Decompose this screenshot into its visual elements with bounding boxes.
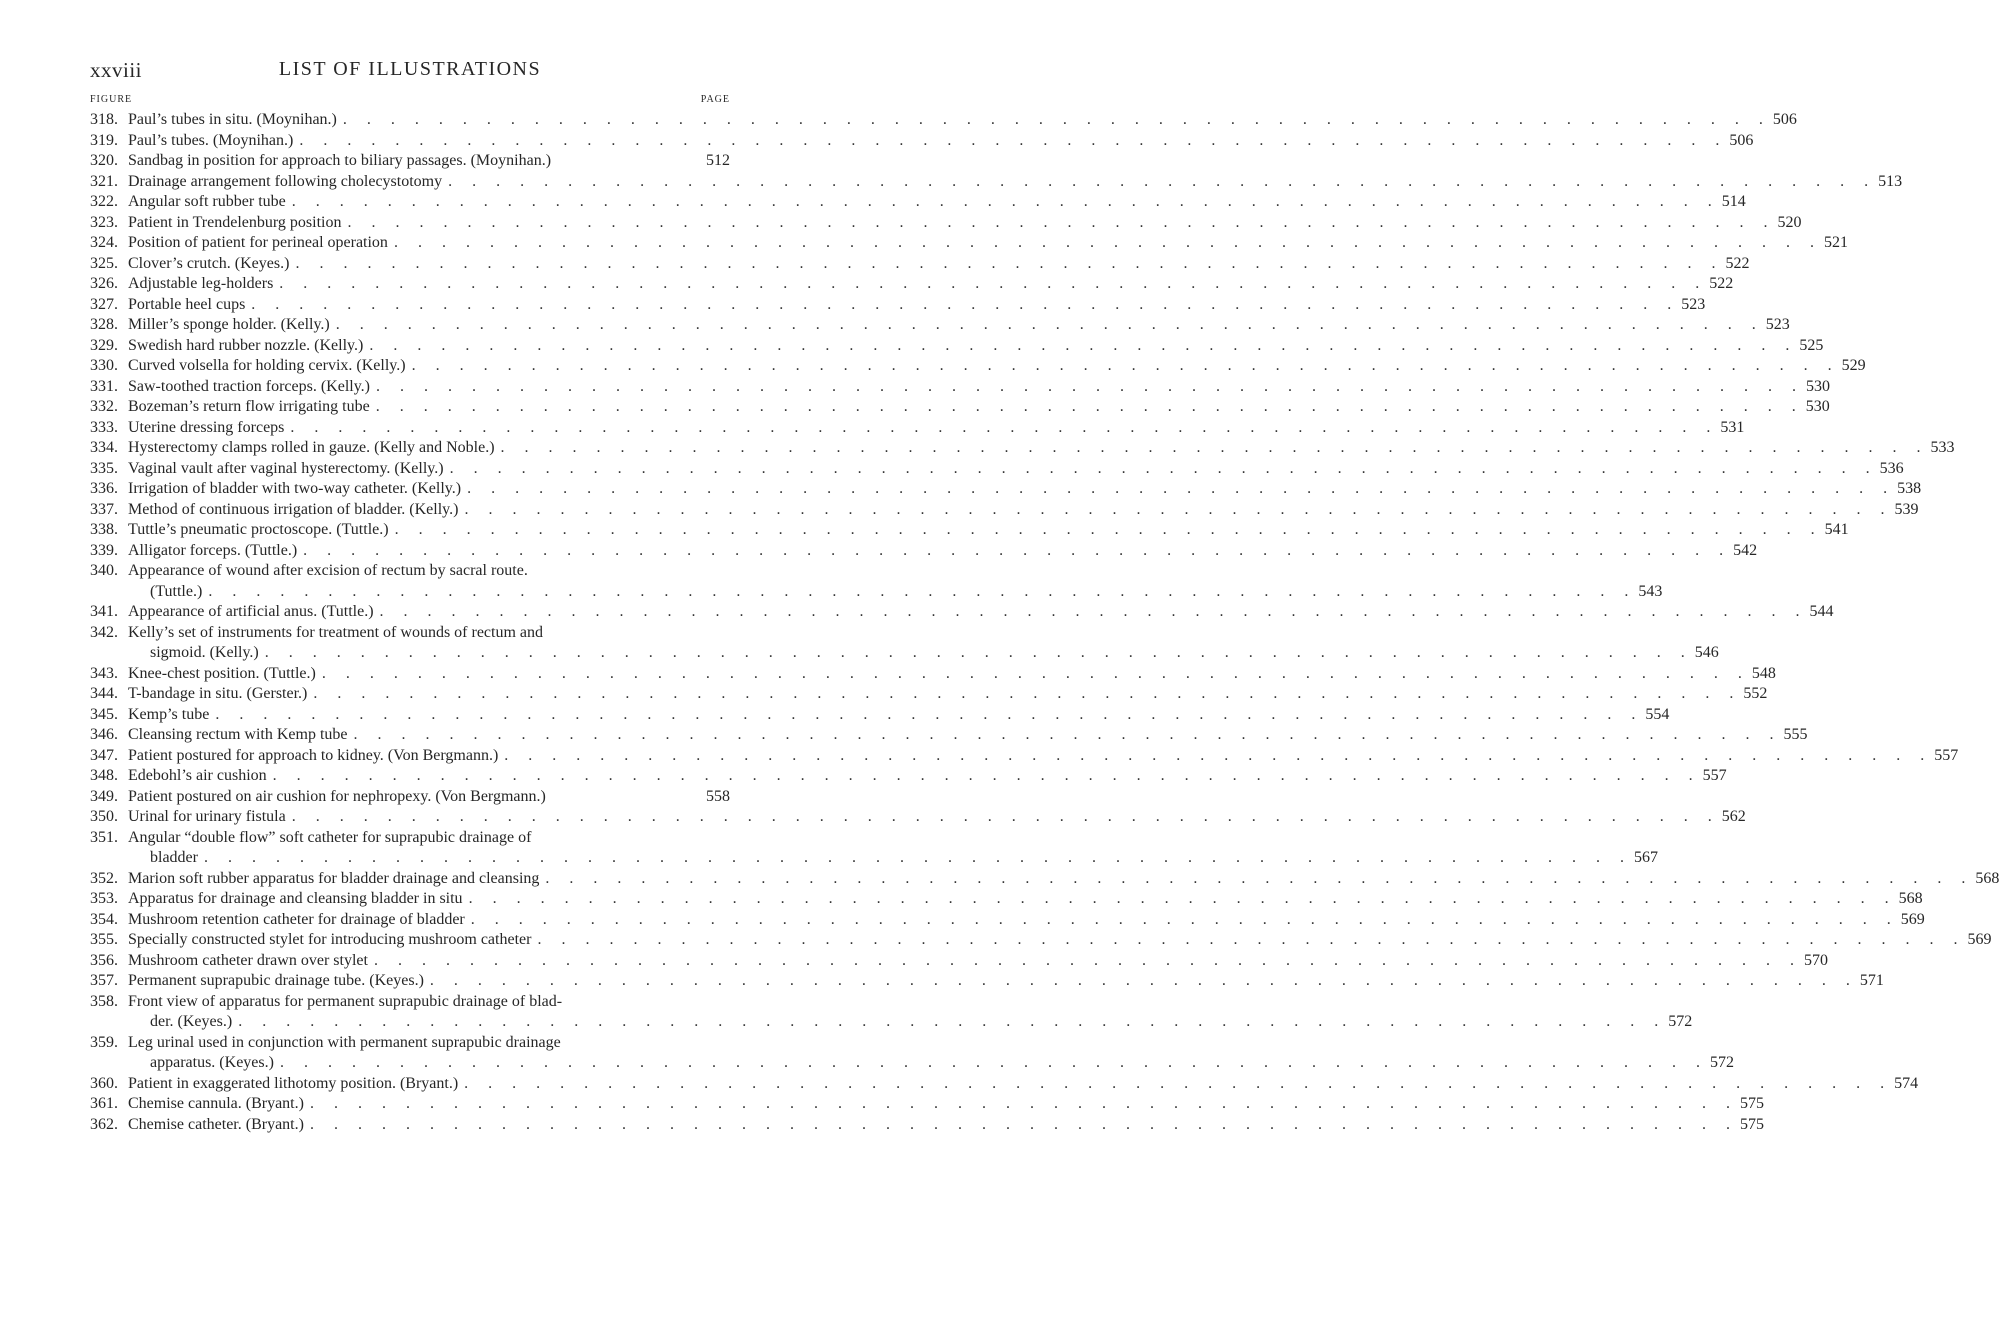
page-number: 536 <box>1879 459 1904 477</box>
caption-text: Swedish hard rubber nozzle. (Kelly.) <box>128 336 364 354</box>
figure-number: 344. <box>90 685 118 702</box>
list-item <box>90 356 1866 377</box>
page-number: 569 <box>1967 931 1992 948</box>
list-item <box>90 295 1706 316</box>
dot-leader: . . . . . . . . . . . . . . . . . . . . . . . . . . . . . . . . . . . . . . . . . . . . . . . . . . . . . . . . . . . . <box>342 111 1771 128</box>
list-item <box>90 315 1790 336</box>
dot-leader: . . . . . . . . . . . . . . . . . . . . . . . . . . . . . . . . . . . . . . . . . . . . . . . . . . . . . . . . . . . . <box>545 869 1974 887</box>
caption-text: Paul’s tubes. (Moynihan.) <box>128 131 294 149</box>
page-number: 571 <box>1859 972 1884 989</box>
caption-text: Specially constructed stylet for introducing mushroom catheter <box>128 931 532 948</box>
entry-line <box>128 418 1745 439</box>
entry-line <box>128 110 1797 131</box>
figure-number: 324. <box>90 234 118 251</box>
page-number: 567 <box>1633 849 1658 866</box>
caption-text: Method of continuous irrigation of bladder. (Kelly.) <box>128 500 459 518</box>
caption-text: Tuttle’s pneumatic proctoscope. (Tuttle.) <box>128 521 389 538</box>
page-header <box>90 58 730 88</box>
page-number: 520 <box>1777 213 1802 231</box>
entry-line <box>128 172 1903 193</box>
caption-text: Angular “double flow” soft catheter for suprapubic drainage of <box>128 828 532 846</box>
figure-number: 339. <box>90 541 118 559</box>
caption-text: T-bandage in situ. (Gerster.) <box>128 685 308 702</box>
list-item <box>90 992 1693 1033</box>
figure-number: 321. <box>90 172 118 190</box>
dot-leader: . . . . . . . . . . . . . . . . . . . . . . . . . . . . . . . . . . . . . . . . . . . . . . . . . . . . . . . . . . . . <box>373 951 1802 969</box>
figure-number: 332. <box>90 398 118 415</box>
page-number: 568 <box>1975 869 1999 887</box>
caption-text: Drainage arrangement following cholecystotomy <box>128 172 443 190</box>
figure-number: 322. <box>90 193 118 210</box>
dot-leader: . . . . . . . . . . . . . . . . . . . . . . . . . . . . . . . . . . . . . . . . . . . . . . . . . . . . . . . . . . . . <box>467 480 1896 497</box>
caption-text: Alligator forceps. (Tuttle.) <box>128 541 298 559</box>
page-number: 506 <box>1772 111 1797 128</box>
list-item <box>90 213 1802 234</box>
caption-text: Appearance of wound after excision of rectum by sacral route. <box>128 562 528 579</box>
caption-text: Saw-toothed traction forceps. (Kelly.) <box>128 377 370 395</box>
dot-leader: . . . . . . . . . . . . . . . . . . . . . . . . . . . . . . . . . . . . . . . . . . . . . . . . . . . . . . . . . . . . <box>208 582 1637 600</box>
entry-line <box>128 192 1746 213</box>
dot-leader: . . . . . . . . . . . . . . . . . . . . . . . . . . . . . . . . . . . . . . . . . . . . . . . . . . . . . . . . . . . . <box>321 664 1750 682</box>
entry-line <box>128 869 1999 890</box>
figure-number: 358. <box>90 992 118 1010</box>
page-number: 513 <box>1878 172 1903 190</box>
caption-text: Patient postured for approach to kidney. (Von Bergmann.) <box>128 746 499 764</box>
entry-line <box>128 971 1884 992</box>
caption-text: Patient in exaggerated lithotomy position. (Bryant.) <box>128 1074 459 1092</box>
caption-text: Permanent suprapubic drainage tube. (Keyes.) <box>128 972 424 989</box>
figure-number: 342. <box>90 623 118 641</box>
entry-line <box>128 438 1955 459</box>
caption-text: Bozeman’s return flow irrigating tube <box>128 398 370 415</box>
list-item <box>90 254 1750 275</box>
dot-leader: . . . . . . . . . . . . . . . . . . . . . . . . . . . . . . . . . . . . . . . . . . . . . . . . . . . . . . . . . . . . <box>290 418 1719 436</box>
page-number: 558 <box>706 787 730 805</box>
entry-line <box>128 500 1919 521</box>
caption-text: Mushroom retention catheter for drainage of bladder <box>128 910 465 928</box>
entry-line <box>128 520 1849 541</box>
page-number: 522 <box>1725 254 1750 272</box>
list-item <box>90 828 1658 869</box>
list-item <box>90 438 1955 459</box>
figure-number: 320. <box>90 152 118 169</box>
caption-text: apparatus. (Keyes.) <box>150 1054 274 1071</box>
caption-text: Angular soft rubber tube <box>128 193 286 210</box>
caption-text: Leg urinal used in conjunction with permanent suprapubic drainage <box>128 1033 561 1051</box>
page-number: 533 <box>1930 439 1955 456</box>
page-folio: xxviii <box>90 58 143 82</box>
caption-text: Front view of apparatus for permanent suprapubic drainage of blad- <box>128 992 563 1010</box>
page-number: 521 <box>1823 234 1848 251</box>
entry-line <box>128 828 730 849</box>
page-number: 572 <box>1668 1013 1693 1030</box>
entry-line <box>128 746 1959 767</box>
caption-text: der. (Keyes.) <box>150 1013 233 1030</box>
caption-text: Mushroom catheter drawn over stylet <box>128 951 368 969</box>
caption-text: bladder <box>150 849 198 866</box>
caption-text: Portable heel cups <box>128 295 246 313</box>
dot-leader: . . . . . . . . . . . . . . . . . . . . . . . . . . . . . . . . . . . . . . . . . . . . . . . . . . . . . . . . . . . . <box>303 541 1732 559</box>
page-number: 554 <box>1645 705 1670 723</box>
list-item <box>90 397 1830 418</box>
list-item <box>90 930 1992 951</box>
dot-leader: . . . . . . . . . . . . . . . . . . . . . . . . . . . . . . . . . . . . . . . . . . . . . . . . . . . . . . . . . . . . <box>291 193 1720 210</box>
dot-leader: . . . . . . . . . . . . . . . . . . . . . . . . . . . . . . . . . . . . . . . . . . . . . . . . . . . . . . . . . . . . <box>299 131 1728 149</box>
caption-text: Knee-chest position. (Tuttle.) <box>128 664 316 682</box>
page-number: 572 <box>1709 1054 1734 1071</box>
figure-number: 331. <box>90 377 118 395</box>
page-number: 512 <box>706 152 730 169</box>
list-item <box>90 541 1758 562</box>
dot-leader: . . . . . . . . . . . . . . . . . . . . . . . . . . . . . . . . . . . . . . . . . . . . . . . . . . . . . . . . . . . . <box>379 603 1808 620</box>
list-item <box>90 664 1776 685</box>
list-item <box>90 274 1734 295</box>
list-item <box>90 746 1959 767</box>
caption-text: Clover’s crutch. (Keyes.) <box>128 254 290 272</box>
page-number: 530 <box>1806 377 1830 395</box>
list-item <box>90 951 1828 972</box>
page-number: 557 <box>1702 767 1727 784</box>
list-item <box>90 1115 1764 1136</box>
dot-leader: . . . . . . . . . . . . . . . . . . . . . . . . . . . . . . . . . . . . . . . . . . . . . . . . . . . . . . . . . . . . <box>464 500 1893 518</box>
entry-line <box>128 315 1790 336</box>
list-item <box>90 192 1746 213</box>
figure-number: 319. <box>90 131 118 149</box>
list-item <box>90 520 1849 541</box>
entry-line <box>128 787 730 808</box>
entry-line <box>128 377 1830 398</box>
page-number: 538 <box>1897 480 1922 497</box>
page-number: 569 <box>1900 910 1925 928</box>
figure-number: 338. <box>90 521 118 538</box>
entry-line <box>128 910 1925 931</box>
page-number: 543 <box>1638 582 1663 600</box>
figure-number: 360. <box>90 1074 118 1092</box>
list-item <box>90 233 1848 254</box>
caption-text: Apparatus for drainage and cleansing bladder in situ <box>128 890 463 907</box>
list-item <box>90 1033 1734 1074</box>
entry-line <box>128 623 730 644</box>
page-number: 568 <box>1898 890 1923 907</box>
page-number: 548 <box>1751 664 1776 682</box>
figure-number: 328. <box>90 316 118 333</box>
figure-number: 353. <box>90 890 118 907</box>
page-number: 525 <box>1799 336 1824 354</box>
entry-line <box>128 1094 1764 1115</box>
dot-leader: . . . . . . . . . . . . . . . . . . . . . . . . . . . . . . . . . . . . . . . . . . . . . . . . . . . . . . . . . . . . <box>500 439 1929 456</box>
caption-text: Cleansing rectum with Kemp tube <box>128 726 348 743</box>
figure-number: 333. <box>90 418 118 436</box>
caption-text: Urinal for urinary fistula <box>128 808 286 825</box>
dot-leader: . . . . . . . . . . . . . . . . . . . . . . . . . . . . . . . . . . . . . . . . . . . . . . . . . . . . . . . . . . . . <box>411 357 1840 374</box>
figure-number: 350. <box>90 808 118 825</box>
dot-leader: . . . . . . . . . . . . . . . . . . . . . . . . . . . . . . . . . . . . . . . . . . . . . . . . . . . . . . . . . . . . <box>448 172 1877 190</box>
dot-leader: . . . . . . . . . . . . . . . . . . . . . . . . . . . . . . . . . . . . . . . . . . . . . . . . . . . . . . . . . . . . <box>295 254 1724 272</box>
figure-number: 337. <box>90 500 118 518</box>
figure-number: 347. <box>90 746 118 764</box>
list-item <box>90 1094 1764 1115</box>
entry-line <box>128 725 1808 746</box>
page-number: 514 <box>1721 193 1746 210</box>
list-item <box>90 910 1925 931</box>
entry-line <box>128 561 730 582</box>
caption-text: (Tuttle.) <box>150 582 203 600</box>
dot-leader: . . . . . . . . . . . . . . . . . . . . . . . . . . . . . . . . . . . . . . . . . . . . . . . . . . . . . . . . . . . . <box>468 890 1897 907</box>
entry-line <box>128 643 1719 664</box>
page-number: 544 <box>1809 603 1834 620</box>
list-item <box>90 377 1830 398</box>
page-number: 541 <box>1824 521 1849 538</box>
page-number: 506 <box>1729 131 1754 149</box>
entry-line <box>128 1033 730 1054</box>
entry-line <box>128 233 1848 254</box>
figure-number: 343. <box>90 664 118 682</box>
entry-line <box>128 295 1706 316</box>
list-item <box>90 459 1904 480</box>
entry-line <box>128 1074 1919 1095</box>
page-number: 570 <box>1803 951 1828 969</box>
page-column-heading: PAGE <box>700 94 730 105</box>
list-item <box>90 336 1824 357</box>
caption-text: Edebohl’s air cushion <box>128 767 267 784</box>
page-number: 531 <box>1720 418 1745 436</box>
list-item <box>90 561 1663 602</box>
figure-number: 334. <box>90 439 118 456</box>
list-item <box>90 971 1884 992</box>
page-number: 557 <box>1934 746 1959 764</box>
dot-leader: . . . . . . . . . . . . . . . . . . . . . . . . . . . . . . . . . . . . . . . . . . . . . . . . . . . . . . . . . . . . <box>393 234 1822 251</box>
figure-number: 351. <box>90 828 118 846</box>
list-item <box>90 479 1922 500</box>
entry-line <box>128 397 1830 418</box>
caption-text: Paul’s tubes in situ. (Moynihan.) <box>128 111 337 128</box>
caption-text: Adjustable leg-holders <box>128 275 274 292</box>
entry-line <box>128 992 730 1013</box>
page-number: 575 <box>1739 1115 1764 1133</box>
dot-leader: . . . . . . . . . . . . . . . . . . . . . . . . . . . . . . . . . . . . . . . . . . . . . . . . . . . . . . . . . . . . <box>272 767 1701 784</box>
figure-number: 362. <box>90 1115 118 1133</box>
figure-column-heading: FIGURE <box>90 94 133 105</box>
caption-text: sigmoid. (Kelly.) <box>150 644 259 661</box>
running-title: LIST OF ILLUSTRATIONS <box>278 58 542 80</box>
page-number: 530 <box>1805 398 1830 415</box>
entry-line <box>128 664 1776 685</box>
dot-leader: . . . . . . . . . . . . . . . . . . . . . . . . . . . . . . . . . . . . . . . . . . . . . . . . . . . . . . . . . . . . <box>369 336 1798 354</box>
figure-number: 359. <box>90 1033 118 1051</box>
page-number: 555 <box>1783 726 1808 743</box>
list-item <box>90 787 730 808</box>
page-number: 552 <box>1743 685 1768 702</box>
dot-leader: . . . . . . . . . . . . . . . . . . . . . . . . . . . . . . . . . . . . . . . . . . . . . . . . . . . . . . . . . . . . <box>537 931 1966 948</box>
dot-leader: . . . . . . . . . . . . . . . . . . . . . . . . . . . . . . . . . . . . . . . . . . . . . . . . . . . . . . . . . . . . <box>429 972 1858 989</box>
dot-leader: . . . . . . . . . . . . . . . . . . . . . . . . . . . . . . . . . . . . . . . . . . . . . . . . . . . . . . . . . . . . <box>504 746 1933 764</box>
figure-number: 329. <box>90 336 118 354</box>
entry-line <box>128 930 1992 951</box>
entry-line <box>128 1012 1693 1033</box>
entry-line <box>128 889 1923 910</box>
dot-leader: . . . . . . . . . . . . . . . . . . . . . . . . . . . . . . . . . . . . . . . . . . . . . . . . . . . . . . . . . . . . <box>449 459 1878 477</box>
entry-line <box>128 213 1802 234</box>
figure-number: 349. <box>90 787 118 805</box>
page-number: 546 <box>1694 644 1719 661</box>
figure-number: 335. <box>90 459 118 477</box>
caption-text: Miller’s sponge holder. (Kelly.) <box>128 316 330 333</box>
list-item <box>90 500 1919 521</box>
figure-number: 326. <box>90 275 118 292</box>
caption-text: Curved volsella for holding cervix. (Kelly.) <box>128 357 406 374</box>
dot-leader: . . . . . . . . . . . . . . . . . . . . . . . . . . . . . . . . . . . . . . . . . . . . . . . . . . . . . . . . . . . . <box>264 644 1693 661</box>
dot-leader: . . . . . . . . . . . . . . . . . . . . . . . . . . . . . . . . . . . . . . . . . . . . . . . . . . . . . . . . . . . . <box>347 213 1776 231</box>
entry-line <box>128 254 1750 275</box>
dot-leader: . . . . . . . . . . . . . . . . . . . . . . . . . . . . . . . . . . . . . . . . . . . . . . . . . . . . . . . . . . . . <box>375 398 1804 415</box>
list-item <box>90 766 1727 787</box>
caption-text: Patient in Trendelenburg position <box>128 213 342 231</box>
figure-number: 361. <box>90 1095 118 1112</box>
entry-line <box>128 602 1834 623</box>
illustrations-list <box>90 110 1999 1135</box>
list-item <box>90 131 1754 152</box>
dot-leader: . . . . . . . . . . . . . . . . . . . . . . . . . . . . . . . . . . . . . . . . . . . . . . . . . . . . . . . . . . . . <box>376 377 1804 395</box>
dot-leader: . . . . . . . . . . . . . . . . . . . . . . . . . . . . . . . . . . . . . . . . . . . . . . . . . . . . . . . . . . . . <box>464 1074 1893 1092</box>
caption-text: Chemise cannula. (Bryant.) <box>128 1095 304 1112</box>
entry-line <box>128 848 1658 869</box>
caption-text: Kemp’s tube <box>128 705 210 723</box>
dot-leader: . . . . . . . . . . . . . . . . . . . . . . . . . . . . . . . . . . . . . . . . . . . . . . . . . . . . . . . . . . . . <box>353 726 1782 743</box>
page-number: 575 <box>1739 1095 1764 1112</box>
page-number: 539 <box>1894 500 1919 518</box>
entry-line <box>128 951 1828 972</box>
figure-number: 354. <box>90 910 118 928</box>
list-item <box>90 151 730 172</box>
page-number: 523 <box>1765 316 1790 333</box>
figure-number: 318. <box>90 111 118 128</box>
dot-leader: . . . . . . . . . . . . . . . . . . . . . . . . . . . . . . . . . . . . . . . . . . . . . . . . . . . . . . . . . . . . <box>203 849 1632 866</box>
caption-text: Irrigation of bladder with two-way catheter. (Kelly.) <box>128 480 462 497</box>
entry-line <box>128 684 1768 705</box>
figure-number: 346. <box>90 726 118 743</box>
entry-line <box>128 1053 1734 1074</box>
caption-text: Uterine dressing forceps <box>128 418 285 436</box>
list-item <box>90 172 1903 193</box>
entry-line <box>128 705 1670 726</box>
dot-leader: . . . . . . . . . . . . . . . . . . . . . . . . . . . . . . . . . . . . . . . . . . . . . . . . . . . . . . . . . . . . <box>470 910 1899 928</box>
figure-number: 345. <box>90 705 118 723</box>
dot-leader: . . . . . . . . . . . . . . . . . . . . . . . . . . . . . . . . . . . . . . . . . . . . . . . . . . . . . . . . . . . . <box>309 1095 1738 1112</box>
page-number: 523 <box>1681 295 1706 313</box>
list-item <box>90 623 1719 664</box>
list-item <box>90 725 1808 746</box>
entry-line <box>128 541 1758 562</box>
dot-leader: . . . . . . . . . . . . . . . . . . . . . . . . . . . . . . . . . . . . . . . . . . . . . . . . . . . . . . . . . . . . <box>394 521 1823 538</box>
entry-line <box>128 274 1734 295</box>
figure-number: 348. <box>90 767 118 784</box>
dot-leader: . . . . . . . . . . . . . . . . . . . . . . . . . . . . . . . . . . . . . . . . . . . . . . . . . . . . . . . . . . . . <box>335 316 1764 333</box>
figure-number: 355. <box>90 931 118 948</box>
caption-text: Sandbag in position for approach to biliary passages. (Moynihan.) <box>128 152 552 169</box>
entry-line <box>128 807 1746 828</box>
entry-line <box>128 766 1727 787</box>
caption-text: Hysterectomy clamps rolled in gauze. (Kelly and Noble.) <box>128 439 495 456</box>
figure-number: 356. <box>90 951 118 969</box>
page-number: 529 <box>1841 357 1866 374</box>
entry-line <box>128 336 1824 357</box>
column-headings <box>90 94 730 108</box>
figure-number: 340. <box>90 562 118 579</box>
caption-text: Chemise catheter. (Bryant.) <box>128 1115 304 1133</box>
entry-line <box>128 1115 1764 1136</box>
list-item <box>90 807 1746 828</box>
page-number: 574 <box>1894 1074 1919 1092</box>
list-item <box>90 418 1745 439</box>
list-item <box>90 110 1797 131</box>
figure-number: 341. <box>90 603 118 620</box>
caption-text: Kelly’s set of instruments for treatment of wounds of rectum and <box>128 623 544 641</box>
caption-text: Marion soft rubber apparatus for bladder drainage and cleansing <box>128 869 540 887</box>
figure-number: 327. <box>90 295 118 313</box>
dot-leader: . . . . . . . . . . . . . . . . . . . . . . . . . . . . . . . . . . . . . . . . . . . . . . . . . . . . . . . . . . . . <box>291 808 1720 825</box>
entry-line <box>128 582 1663 603</box>
list-item <box>90 684 1768 705</box>
figure-number: 336. <box>90 480 118 497</box>
figure-number: 323. <box>90 213 118 231</box>
figure-number: 330. <box>90 357 118 374</box>
figure-number: 357. <box>90 972 118 989</box>
entry-line <box>128 151 730 172</box>
list-item <box>90 705 1670 726</box>
dot-leader: . . . . . . . . . . . . . . . . . . . . . . . . . . . . . . . . . . . . . . . . . . . . . . . . . . . . . . . . . . . . <box>279 1054 1708 1071</box>
figure-number: 352. <box>90 869 118 887</box>
entry-line <box>128 459 1904 480</box>
list-item <box>90 869 1999 890</box>
dot-leader: . . . . . . . . . . . . . . . . . . . . . . . . . . . . . . . . . . . . . . . . . . . . . . . . . . . . . . . . . . . . <box>279 275 1708 292</box>
list-item <box>90 1074 1919 1095</box>
page-number: 522 <box>1709 275 1734 292</box>
entry-line <box>128 356 1866 377</box>
dot-leader: . . . . . . . . . . . . . . . . . . . . . . . . . . . . . . . . . . . . . . . . . . . . . . . . . . . . . . . . . . . . <box>238 1013 1667 1030</box>
page-number: 542 <box>1733 541 1758 559</box>
dot-leader: . . . . . . . . . . . . . . . . . . . . . . . . . . . . . . . . . . . . . . . . . . . . . . . . . . . . . . . . . . . . <box>309 1115 1738 1133</box>
page-number: 562 <box>1721 808 1746 825</box>
caption-text: Patient postured on air cushion for nephropexy. (Von Bergmann.) <box>128 787 546 805</box>
list-item <box>90 602 1834 623</box>
figure-number: 325. <box>90 254 118 272</box>
dot-leader: . . . . . . . . . . . . . . . . . . . . . . . . . . . . . . . . . . . . . . . . . . . . . . . . . . . . . . . . . . . . <box>313 685 1742 702</box>
list-item <box>90 889 1923 910</box>
entry-line <box>128 479 1922 500</box>
caption-text: Appearance of artificial anus. (Tuttle.) <box>128 603 374 620</box>
dot-leader: . . . . . . . . . . . . . . . . . . . . . . . . . . . . . . . . . . . . . . . . . . . . . . . . . . . . . . . . . . . . <box>251 295 1680 313</box>
entry-line <box>128 131 1754 152</box>
dot-leader: . . . . . . . . . . . . . . . . . . . . . . . . . . . . . . . . . . . . . . . . . . . . . . . . . . . . . . . . . . . . <box>215 705 1644 723</box>
caption-text: Vaginal vault after vaginal hysterectomy. (Kelly.) <box>128 459 444 477</box>
caption-text: Position of patient for perineal operation <box>128 234 388 251</box>
